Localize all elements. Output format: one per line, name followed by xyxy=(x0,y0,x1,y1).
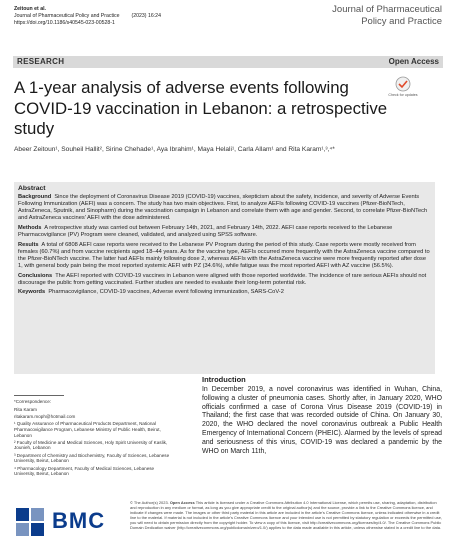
article-title: A 1-year analysis of adverse events following COVID-19 vaccination in Lebanon: a retrospective study xyxy=(14,78,388,138)
abstract-background: Background Since the deployment of Coronavirus Disease 2019 (COVID-19) vaccines, skepticism about the safety, incidence, and severity of Adverse Events Following Immunization (AEFI) was a concern. The study has two main objectives. First, to analyze AEFIs following COVID-19 vaccines (Pfizer-BioNTech, AstraZeneca, Sputnik, and Sinopharm) during the vaccination campaign in Lebanon and correlate them with age and gender. Second, to correlate Pfizer-BioNTech and AstraZeneca vaccines' AEFI with the dose administered. xyxy=(18,194,428,222)
author-list: Abeer Zeitoun¹, Souheil Hallit², Sirine Chehade¹, Aya Ibrahim¹, Maya Helali¹, Carla Allam¹ and Rita Karam¹,³,⁴* xyxy=(14,146,335,153)
open-access-label: Open Access xyxy=(388,57,439,66)
correspondence-label: *Correspondence: xyxy=(14,399,52,404)
header-citation xyxy=(14,13,224,20)
affiliation-1: ¹ Quality Assurance of Pharmaceutical Products Department, National Pharmacovigilance Program, Lebanese Ministry of Public Health, Beirut, Lebanon xyxy=(14,421,161,438)
header-doi[interactable]: https://doi.org/10.1186/s40545-023-00528-1 xyxy=(14,20,115,26)
bmc-logo-icon xyxy=(14,506,46,538)
check-updates-icon xyxy=(390,74,416,100)
header-journal: Journal of Pharmaceutical Policy and Practice xyxy=(14,13,120,19)
publisher-logo-text: BMC xyxy=(52,508,106,533)
abstract-keywords: Keywords Pharmacovigilance, COVID-19 vaccines, Adverse event following immunization, SARS-CoV-2 xyxy=(18,289,284,296)
check-for-updates-badge[interactable] xyxy=(390,74,416,100)
section-band xyxy=(13,56,443,68)
abstract-heading: Abstract xyxy=(18,185,46,192)
introduction-heading: Introduction xyxy=(202,375,246,384)
running-header xyxy=(14,6,224,27)
abstract-methods: Methods A retrospective study was carried out between February 14th, 2021, and February 14th, 2022. AEFI case reports received to the Lebanese Pharmacovigilance (PV) Program were cleaned, validated, and analyzed using SPSS software. xyxy=(18,224,393,239)
introduction-section xyxy=(202,376,442,457)
affiliation-4: ⁴ Pharmacology Department, Faculty of Medical Sciences, Lebanese University, Beirut, Lebanon xyxy=(14,465,155,477)
correspondence-name: Rita Karam xyxy=(14,406,37,412)
affiliation-3: ³ Department of Chemistry and Biochemistry, Faculty of Sciences, Lebanese University, Beirut, Lebanon xyxy=(14,452,170,464)
abstract-results: Results A total of 6808 AEFI case reports were received to the Lebanese PV Program during the period of this study. Case reports were mostly received from females (60.7%) and from vaccine recipients aged 18–44 years. As for the vaccine type, AEFIs occurred more frequently with the AstraZeneca vaccine compared to the Pfizer-BioNTech vaccine. The latter had AEFIs mainly following dose 2, whereas AEFIs with the AstraZeneca vaccine were more frequently reported after dose 1, with general body pain being the most reported systemic AEFI with PZ (34.6%), while fatigue was the most reported AEFI with AZ vaccine (56.5%). xyxy=(18,241,430,269)
section-label: RESEARCH xyxy=(17,57,65,66)
header-authors: Zeitoun et al. xyxy=(14,6,46,12)
correspondence-email[interactable]: ritakaram.moph@hotmail.com xyxy=(14,413,76,419)
header-year-page: (2023) 16:24 xyxy=(131,13,161,19)
abstract-conclusions: Conclusions The AEFI reported with COVID-19 vaccines in Lebanon were aligned with those reported worldwide. The incidence of rare serious AEFIs should not discourage the public from getting vaccinated. Further studies are needed to evaluate their long-term potential risk. xyxy=(18,272,427,286)
svg-text:Check for updates: Check for updates xyxy=(388,93,418,97)
correspondence-rule xyxy=(14,395,64,396)
affiliation-2: ² Faculty of Medicine and Medical Sciences, Holy Spirit University of Kaslik, Jounieh, Lebanon xyxy=(14,439,168,451)
correspondence-block xyxy=(14,399,174,478)
abstract-box xyxy=(14,182,435,374)
license-text: © The Author(s) 2023. Open Access This article is licensed under a Creative Commons Attribution 4.0 International License, which permits use, sharing, adaptation, distribution and reproduction in any medium or format, as long as you give appropriate credit to the original author(s) and the source, provide a link to the Creative Commons licence, and indicate if changes were made. The images or other third party material in this article are included in the article's Creative Commons licence, unless indicated otherwise in a credit line to the material. If material is not included in the article's Creative Commons licence and your intended use is not permitted by statutory regulation or exceeds the permitted use, you will need to obtain permission directly from the copyright holder. To view a copy of this licence, visit http://creativecommons.org/licenses/by/4.0/. The Creative Commons Public Domain Dedication waiver (http://creativecommons.org/publicdomain/zero/1.0/) applies to the data made available in this article, unless otherwise stated in a credit line to the data. xyxy=(130,500,442,531)
journal-title: Journal of Pharmaceutical Policy and Practice xyxy=(332,4,442,27)
introduction-text: In December 2019, a novel coronavirus was identified in Wuhan, China, following a cluster of pneumonia cases. Shortly after, in January 2020, WHO officials confirmed a case of Corona Virus Disease 2019 (COVID-19) in Thailand; the first case that was recorded outside of China. On January 30, 2020, the WHO declared the novel coronavirus outbreak a Public Health Emergency of International Concern (PHEIC). Alarmed by the levels of spread and seriousness of this virus, COVID-19 was declared a pandemic by the WHO on March 11th, xyxy=(202,385,442,455)
